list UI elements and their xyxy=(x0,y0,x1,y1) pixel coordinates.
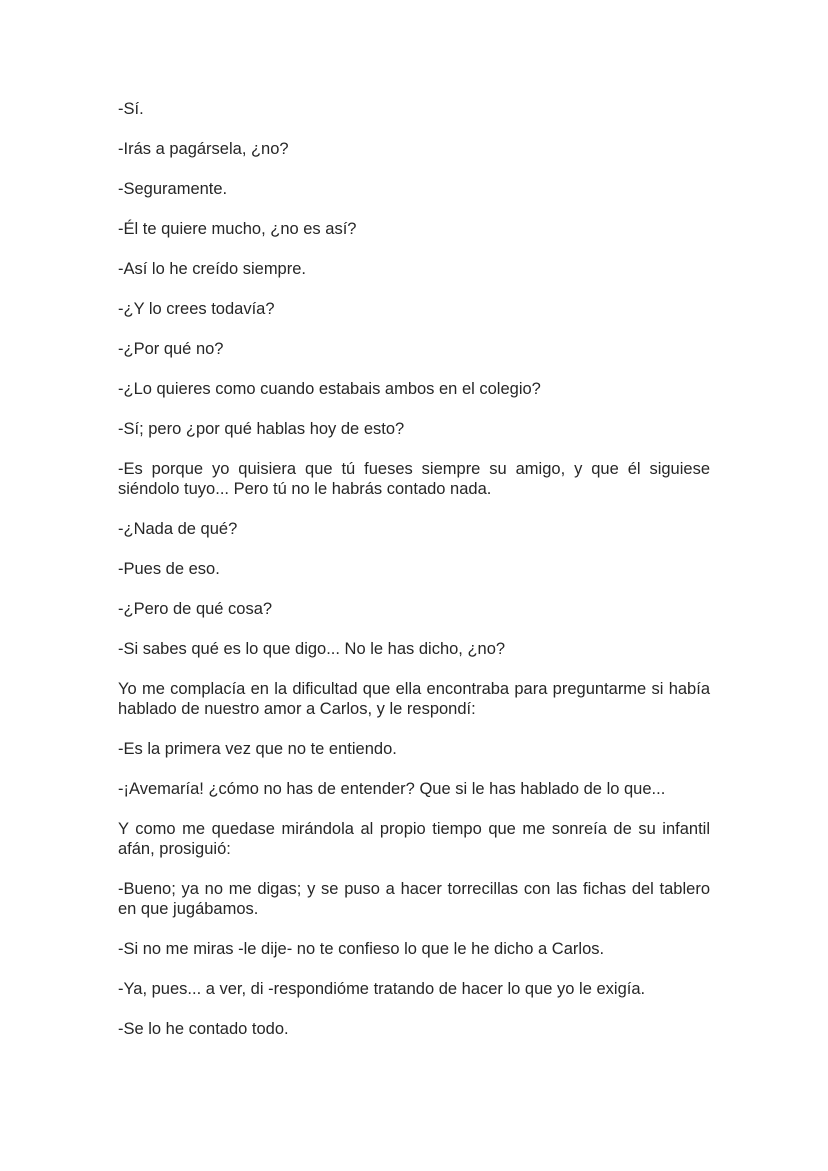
paragraph: Yo me complacía en la dificultad que ella encontraba para preguntarme si había hablado de nuestro amor a Carlos, y le respondí: xyxy=(118,680,710,718)
paragraph: Y como me quedase mirándola al propio tiempo que me sonreía de su infantil afán, prosiguió: xyxy=(118,820,710,858)
document-page xyxy=(118,99,710,1059)
paragraph: -Si no me miras -le dije- no te confieso lo que le he dicho a Carlos. xyxy=(118,940,605,958)
paragraph: -Si sabes qué es lo que digo... No le has dicho, ¿no? xyxy=(118,640,506,658)
paragraph: -Así lo he creído siempre. xyxy=(118,260,306,278)
paragraph: -Seguramente. xyxy=(118,180,228,198)
paragraph: -Pues de eso. xyxy=(118,560,220,578)
paragraph: -Ya, pues... a ver, di -respondióme tratando de hacer lo que yo le exigía. xyxy=(118,980,646,998)
paragraph: -Es la primera vez que no te entiendo. xyxy=(118,740,397,758)
paragraph: -¿Nada de qué? xyxy=(118,520,238,538)
paragraph: -Es porque yo quisiera que tú fueses siempre su amigo, y que él siguiese siéndolo tuyo... Pero tú no le habrás contado nada. xyxy=(118,460,710,498)
paragraph: -Sí; pero ¿por qué hablas hoy de esto? xyxy=(118,420,405,438)
paragraph: -¿Por qué no? xyxy=(118,340,224,358)
paragraph: -¿Lo quieres como cuando estabais ambos en el colegio? xyxy=(118,380,541,398)
paragraph: -Irás a pagársela, ¿no? xyxy=(118,140,289,158)
paragraph: -¡Avemaría! ¿cómo no has de entender? Que si le has hablado de lo que... xyxy=(118,780,666,798)
paragraph: -Él te quiere mucho, ¿no es así? xyxy=(118,220,357,238)
paragraph: -¿Pero de qué cosa? xyxy=(118,600,273,618)
paragraph: -¿Y lo crees todavía? xyxy=(118,300,275,318)
paragraph: -Se lo he contado todo. xyxy=(118,1020,289,1038)
paragraph: -Bueno; ya no me digas; y se puso a hacer torrecillas con las fichas del tablero en que jugábamos. xyxy=(118,880,710,918)
paragraph: -Sí. xyxy=(118,100,144,118)
